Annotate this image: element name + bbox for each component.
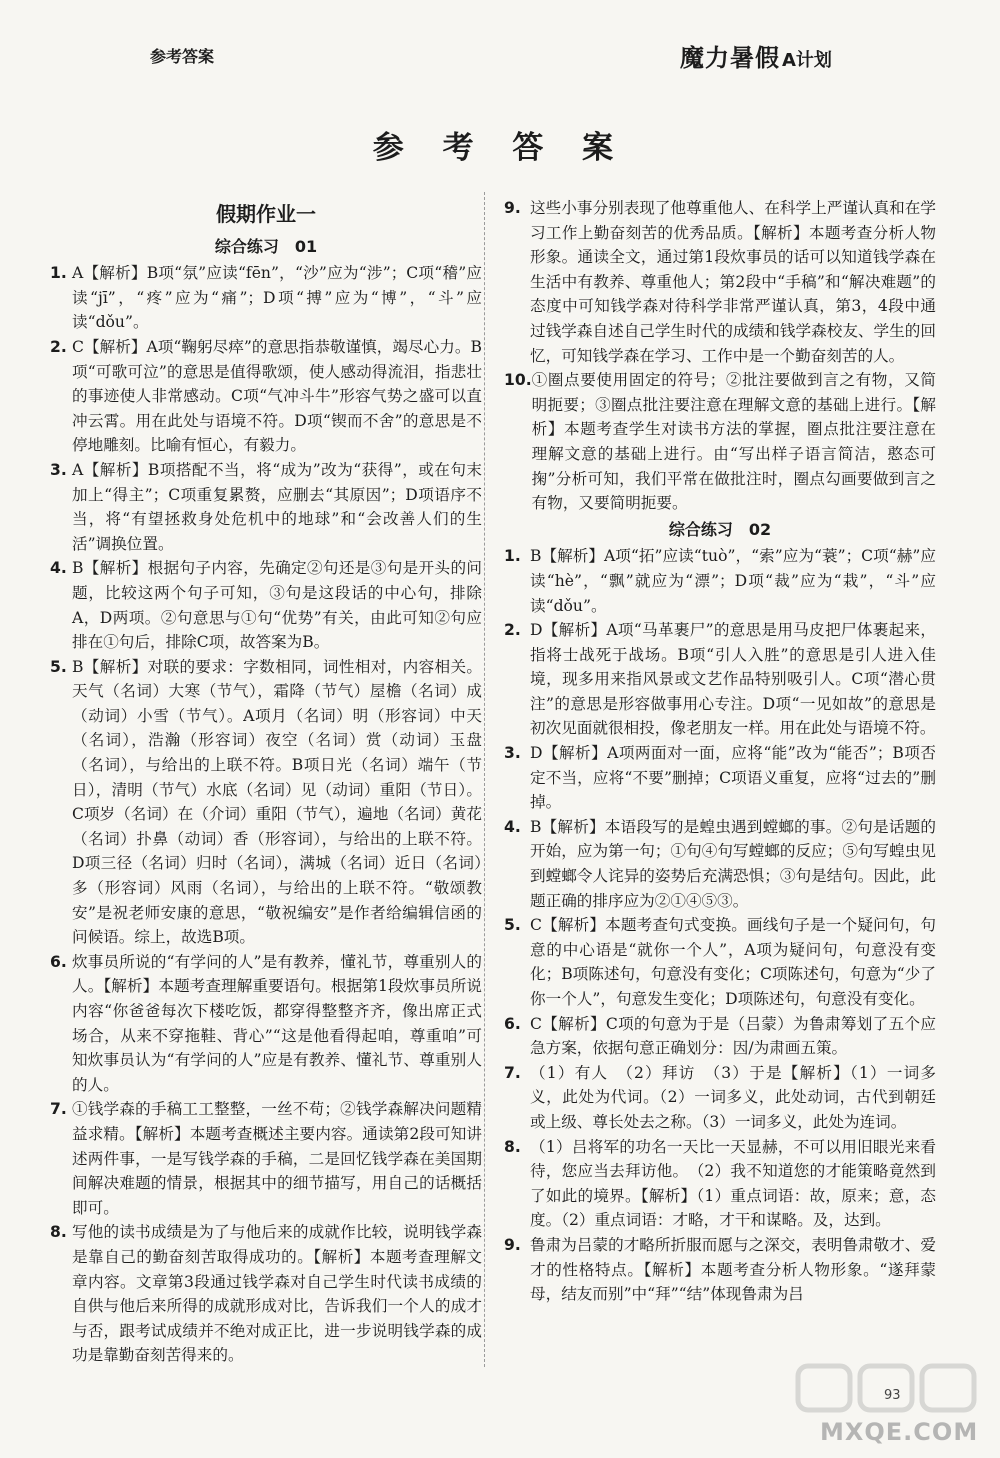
answer-item <box>50 1220 482 1368</box>
answer-item <box>50 950 482 1098</box>
brand-name: 魔力暑假 <box>680 44 780 72</box>
answer-text: A【解析】B项“氛”应读“fēn”，“沙”应为“涉”；C项“稽”应读“jī”，“疼”应为“痛”；D项“搏”应为“博”，“斗”应读“dǒu”。 <box>72 264 482 332</box>
answer-item <box>50 261 482 335</box>
answer-number: 2. <box>50 337 67 356</box>
answer-item <box>50 556 482 654</box>
section-title: 假期作业一 <box>216 202 316 226</box>
answer-number: 4. <box>504 817 521 836</box>
answer-item <box>504 913 936 1011</box>
answer-number: 1. <box>504 547 521 566</box>
subsection-title-01: 综合练习 01 <box>214 236 318 256</box>
answer-number: 8. <box>504 1137 521 1156</box>
left-column <box>50 196 482 1368</box>
answer-number: 10. <box>504 371 532 390</box>
answer-number: 4. <box>50 559 67 578</box>
answer-item <box>50 458 482 556</box>
answer-number: 9. <box>504 1235 521 1254</box>
page-title: 参 考 答 案 <box>372 130 628 166</box>
answer-item <box>504 1135 936 1233</box>
answer-number: 2. <box>504 621 521 640</box>
answer-number: 3. <box>504 744 521 763</box>
answer-item <box>504 618 936 741</box>
answer-number: 1. <box>50 264 67 283</box>
answer-item <box>504 815 936 913</box>
answer-text: 鲁肃为吕蒙的才略所折服而愿与之深交，表明鲁肃敬才、爱才的性格特点。【解析】本题考查分析人物形象。“遂拜蒙母，结友而别”中“拜”“结”体现鲁肃为吕 <box>530 1235 936 1304</box>
watermark-text: MXQE.COM <box>820 1418 979 1446</box>
answer-text: D【解析】A项两面对一面，应将“能”改为“能否”；B项否定不当，应将“不要”删掉；C项语义重复，应将“过去的”删掉。 <box>530 744 936 812</box>
answer-number: 9. <box>504 199 521 217</box>
answer-item <box>50 1097 482 1220</box>
answer-text: B【解析】A项“拓”应读“tuò”，“索”应为“蓑”；C项“赫”应读“hè”，“飘”就应为“漂”；D项“裁”应为“栽”，“斗”应读“dǒu”。 <box>530 547 936 615</box>
answer-text: B【解析】对联的要求：字数相同，词性相对，内容相关。天气（名词）大寒（节气），霜降（节气）屋檐（名词）成（动词）小雪（节气）。A项月（名词）明（形容词）中天（名词），浩瀚（形容词）夜空（名词）赏（动词）玉盘（名词），与给出的上联不符。B项日光（名词）端午（节日），清明（节气）水底（名词）见（动词）重阳（节日）。C项岁（名词）在（介词）重阳（节气），遍地（名词）黄花（名词）扑鼻（动词）香（形容词），与给出的上联不符。D项三径（名词）归时（名词），满城（名词）近日（名词）多（形容词）风雨（名词），与给出的上联不符。“敬颂教安”是祝老师安康的意思，“敬祝编安”是作者给编辑信函的问候语。综上，故选B项。 <box>72 657 482 947</box>
answer-number: 6. <box>50 952 67 971</box>
answer-item <box>504 1233 936 1307</box>
answer-text: C【解析】本题考查句式变换。画线句子是一个疑问句，句意的中心语是“就你一个人”，A项为疑问句，句意没有变化；B项陈述句，句意没有变化；C项陈述句，句意为“少了你一个人”，句意发生变化；D项陈述句，句意没有变化。 <box>530 916 936 1008</box>
answer-text: B【解析】根据句子内容，先确定②句还是③句是开头的问题，比较这两个句子可知，③句是这段话的中心句，排除A，D两项。②句意思与①句“优势”有关，由此可知②句应排在①句后，排除C项，故答案为B。 <box>72 559 482 652</box>
answer-item <box>504 368 936 516</box>
answer-text: C【解析】A项“鞠躬尽瘁”的意思指恭敬谨慎，竭尽心力。B项“可歌可泣”的意思是值得歌颂，使人感动得流泪，指悲壮的事迹使人非常感动。C项“气冲斗牛”形容气势之盛可以直冲云霄。用在此处与语境不符。D项“锲而不舍”的意思是不停地雕刻。比喻有恒心，有毅力。 <box>72 337 482 455</box>
answer-item <box>504 196 936 368</box>
brand-logo <box>680 38 832 73</box>
answer-number: 5. <box>504 916 521 935</box>
brand-sub: A计划 <box>782 50 832 71</box>
answer-item <box>504 544 936 618</box>
answer-text: 这些小事分别表现了他尊重他人、在科学上严谨认真和在学习工作上勤奋刻苦的优秀品质。【解析】本题考查分析人物形象。通读全文，通过第1段炊事员的话可以知道钱学森在生活中有教养、尊重他人；第2段中“手稿”和“解决难题”的态度中可知钱学森对待科学非常严谨认真，第3，4段中通过钱学森自述自己学生时代的成绩和钱学森校友、学生的回忆，可知钱学森在学习、工作中是一个勤奋刻苦的人。 <box>530 199 936 365</box>
answer-number: 8. <box>50 1223 67 1242</box>
answer-number: 3. <box>50 460 67 479</box>
subsection-title-02: 综合练习 02 <box>668 519 772 539</box>
answer-text: 炊事员所说的“有学问的人”是有教养，懂礼节，尊重别人的人。【解析】本题考查理解重要语句。根据第1段炊事员所说内容“你爸爸每次下楼吃饭，都穿得整整齐齐，像出席正式场合，从来不穿拖鞋、背心”“这是他看得起咱，尊重咱”可知炊事员认为“有学问的人”应是有教养、懂礼节、尊重别人的人。 <box>72 952 482 1094</box>
answer-text: （1）有人 （2）拜访 （3）于是【解析】（1）一词多义，此处为代词。（2）一词多义，此处动词，古代到朝廷或上级、尊长处去之称。（3）一词多义，此处为连词。 <box>530 1063 936 1131</box>
answer-text: （1）吕将军的功名一天比一天显赫，不可以用旧眼光来看待，您应当去拜访他。 （2）我不知道您的才能策略竟然到了如此的境界。【解析】（1）重点词语：故，原来；意，态度。（2）重点词语：才略，才干和谋略。及，达到。 <box>530 1137 936 1230</box>
answer-number: 7. <box>50 1100 67 1119</box>
answer-number: 7. <box>504 1063 521 1082</box>
answer-item <box>504 741 936 815</box>
column-divider <box>484 192 485 1367</box>
answer-text: 写他的读书成绩是为了与他后来的成就作比较，说明钱学森是靠自己的勤奋刻苦取得成功的。【解析】本题考查理解文章内容。文章第3段通过钱学森对自己学生时代读书成绩的自供与他后来所得的成就形成对比，告诉我们一个人的成才与否，跟考试成绩并不绝对成正比，进一步说明钱学森的成功是靠勤奋刻苦得来的。 <box>72 1223 482 1365</box>
right-column <box>504 196 936 1307</box>
answer-item <box>50 335 482 458</box>
answer-text: C【解析】C项的句意为于是（吕蒙）为鲁肃筹划了五个应急方案，依据句意正确划分：因/为肃画五策。 <box>530 1014 936 1058</box>
answer-item <box>504 1061 936 1135</box>
answer-text: A【解析】B项搭配不当，将“成为”改为“获得”，或在句末加上“得主”；C项重复累赘，应删去“其原因”；D项语序不当，将“有望拯救身处危机中的地球”和“会改善人们的生活”调换位置。 <box>72 460 482 553</box>
answer-item <box>50 655 482 950</box>
answer-number: 6. <box>504 1014 521 1033</box>
answer-text: ①圈点要使用固定的符号；②批注要做到言之有物，又简明扼要；③圈点批注要注意在理解文意的基础上进行。【解析】本题考查学生对读书方法的掌握，圈点批注要注意在理解文意的基础上进行。由“写出样子语言简洁，憨态可掬”分析可知，我们平常在做批注时，圈点勾画要做到言之有物，又要简明扼要。 <box>531 371 936 513</box>
answer-item <box>504 1012 936 1061</box>
header-left-label: 参考答案 <box>150 47 215 66</box>
answer-number: 5. <box>50 657 67 676</box>
answer-text: B【解析】本语段写的是蝗虫遇到螳螂的事。②句是话题的开始，应为第一句；①句④句写螳螂的反应；⑤句写蝗虫见到螳螂令人诧异的姿势后充满恐惧；③句是结句。因此，此题正确的排序应为②①④⑤③。 <box>530 817 936 910</box>
answer-text: ①钱学森的手稿工工整整，一丝不苟；②钱学森解决问题精益求精。【解析】本题考查概述主要内容。通读第2段可知讲述两件事，一是写钱学森的手稿，二是回忆钱学森在美国期间解决难题的情景，根据其中的细节描写，用自己的话概括即可。 <box>72 1100 482 1217</box>
page-number: 93 <box>884 1388 901 1403</box>
answer-text: D【解析】A项“马革裹尸”的意思是用马皮把尸体裹起来，指将士战死于战场。B项“引人入胜”的意思是引人进入佳境，现多用来指风景或文艺作品特别吸引人。C项“潜心贯注”的意思是形容做事用心专注。D项“一见如故”的意思是初次见面就很相投，像老朋友一样。用在此处与语境不符。 <box>530 621 936 738</box>
